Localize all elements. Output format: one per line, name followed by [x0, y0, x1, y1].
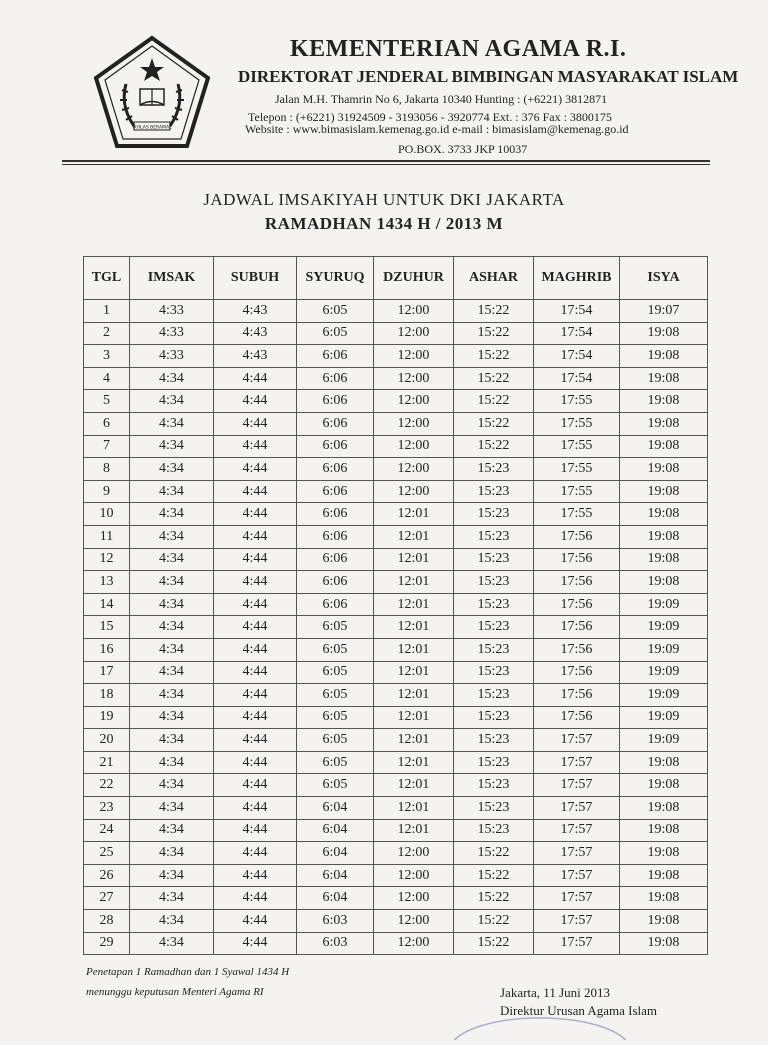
- table-cell-isya: 19:08: [620, 819, 708, 842]
- table-cell-dzuhur: 12:01: [374, 774, 454, 797]
- table-row: [84, 435, 708, 458]
- table-cell-ashar: 15:23: [454, 797, 534, 820]
- table-cell-maghrib: 17:57: [534, 774, 620, 797]
- table-row: [84, 412, 708, 435]
- table-cell-syuruq: 6:04: [297, 819, 374, 842]
- table-cell-isya: 19:07: [620, 300, 708, 323]
- table-cell-dzuhur: 12:00: [374, 458, 454, 481]
- table-cell-ashar: 15:23: [454, 480, 534, 503]
- table-cell-ashar: 15:22: [454, 864, 534, 887]
- table-cell-ashar: 15:23: [454, 503, 534, 526]
- table-cell-subuh: 4:44: [214, 932, 297, 955]
- signer-title: Direktur Urusan Agama Islam: [500, 1003, 658, 1018]
- table-cell-dzuhur: 12:00: [374, 435, 454, 458]
- table-cell-tgl: 20: [84, 729, 130, 752]
- table-cell-dzuhur: 12:00: [374, 322, 454, 345]
- table-cell-imsak: 4:34: [130, 661, 214, 684]
- table-cell-maghrib: 17:56: [534, 571, 620, 594]
- table-cell-dzuhur: 12:01: [374, 638, 454, 661]
- col-dzuhur: DZUHUR: [374, 257, 454, 300]
- table-cell-tgl: 11: [84, 525, 130, 548]
- table-row: [84, 932, 708, 955]
- table-cell-tgl: 14: [84, 593, 130, 616]
- table-cell-ashar: 15:23: [454, 616, 534, 639]
- table-cell-syuruq: 6:06: [297, 458, 374, 481]
- table-cell-ashar: 15:23: [454, 638, 534, 661]
- table-cell-ashar: 15:22: [454, 300, 534, 323]
- table-cell-syuruq: 6:06: [297, 480, 374, 503]
- table-cell-isya: 19:08: [620, 525, 708, 548]
- footer-note-2: menunggu keputusan Menteri Agama RI: [86, 986, 264, 998]
- table-cell-ashar: 15:22: [454, 412, 534, 435]
- table-row: [84, 774, 708, 797]
- table-cell-subuh: 4:44: [214, 774, 297, 797]
- table-row: [84, 842, 708, 865]
- table-row: [84, 322, 708, 345]
- table-cell-syuruq: 6:06: [297, 593, 374, 616]
- table-row: [84, 638, 708, 661]
- col-isya: ISYA: [620, 257, 708, 300]
- table-cell-ashar: 15:22: [454, 910, 534, 933]
- table-cell-ashar: 15:23: [454, 819, 534, 842]
- table-cell-syuruq: 6:04: [297, 797, 374, 820]
- table-row: [84, 593, 708, 616]
- table-cell-tgl: 3: [84, 345, 130, 368]
- table-cell-maghrib: 17:55: [534, 503, 620, 526]
- table-cell-subuh: 4:44: [214, 842, 297, 865]
- table-cell-imsak: 4:34: [130, 435, 214, 458]
- col-maghrib: MAGHRIB: [534, 257, 620, 300]
- col-ashar: ASHAR: [454, 257, 534, 300]
- table-row: [84, 571, 708, 594]
- table-cell-subuh: 4:44: [214, 548, 297, 571]
- table-cell-ashar: 15:23: [454, 729, 534, 752]
- table-cell-subuh: 4:43: [214, 322, 297, 345]
- footer-note-1: Penetapan 1 Ramadhan dan 1 Syawal 1434 H: [86, 966, 290, 978]
- table-cell-dzuhur: 12:00: [374, 367, 454, 390]
- table-cell-maghrib: 17:57: [534, 864, 620, 887]
- table-row: [84, 300, 708, 323]
- table-cell-dzuhur: 12:00: [374, 864, 454, 887]
- table-cell-subuh: 4:44: [214, 458, 297, 481]
- table-cell-imsak: 4:34: [130, 503, 214, 526]
- table-cell-tgl: 5: [84, 390, 130, 413]
- table-cell-subuh: 4:44: [214, 525, 297, 548]
- table-cell-isya: 19:08: [620, 345, 708, 368]
- table-cell-syuruq: 6:06: [297, 412, 374, 435]
- table-cell-tgl: 26: [84, 864, 130, 887]
- table-cell-subuh: 4:44: [214, 910, 297, 933]
- table-cell-dzuhur: 12:01: [374, 684, 454, 707]
- table-cell-tgl: 7: [84, 435, 130, 458]
- table-cell-isya: 19:08: [620, 458, 708, 481]
- table-cell-syuruq: 6:05: [297, 661, 374, 684]
- schedule-subtitle: RAMADHAN 1434 H / 2013 M: [264, 214, 504, 233]
- table-cell-dzuhur: 12:01: [374, 729, 454, 752]
- table-cell-imsak: 4:34: [130, 571, 214, 594]
- table-cell-subuh: 4:44: [214, 503, 297, 526]
- table-cell-syuruq: 6:06: [297, 390, 374, 413]
- table-cell-maghrib: 17:55: [534, 390, 620, 413]
- table-row: [84, 480, 708, 503]
- table-cell-imsak: 4:33: [130, 300, 214, 323]
- table-cell-isya: 19:08: [620, 571, 708, 594]
- header-divider: [62, 160, 710, 162]
- table-cell-maghrib: 17:56: [534, 661, 620, 684]
- table-cell-isya: 19:08: [620, 932, 708, 955]
- table-cell-maghrib: 17:57: [534, 819, 620, 842]
- table-cell-syuruq: 6:06: [297, 503, 374, 526]
- table-cell-imsak: 4:34: [130, 932, 214, 955]
- table-cell-isya: 19:08: [620, 910, 708, 933]
- table-cell-syuruq: 6:06: [297, 525, 374, 548]
- table-cell-dzuhur: 12:01: [374, 819, 454, 842]
- table-cell-syuruq: 6:05: [297, 706, 374, 729]
- table-cell-imsak: 4:34: [130, 525, 214, 548]
- table-cell-dzuhur: 12:01: [374, 661, 454, 684]
- table-row: [84, 706, 708, 729]
- table-row: [84, 729, 708, 752]
- table-cell-imsak: 4:34: [130, 864, 214, 887]
- table-cell-maghrib: 17:57: [534, 887, 620, 910]
- col-subuh: SUBUH: [214, 257, 297, 300]
- table-cell-tgl: 9: [84, 480, 130, 503]
- table-cell-tgl: 18: [84, 684, 130, 707]
- table-cell-ashar: 15:23: [454, 548, 534, 571]
- table-row: [84, 797, 708, 820]
- table-cell-dzuhur: 12:01: [374, 571, 454, 594]
- table-cell-dzuhur: 12:00: [374, 390, 454, 413]
- table-cell-imsak: 4:34: [130, 480, 214, 503]
- table-row: [84, 751, 708, 774]
- table-cell-maghrib: 17:55: [534, 458, 620, 481]
- table-cell-tgl: 29: [84, 932, 130, 955]
- table-cell-maghrib: 17:57: [534, 729, 620, 752]
- table-cell-tgl: 8: [84, 458, 130, 481]
- table-cell-dzuhur: 12:01: [374, 548, 454, 571]
- table-cell-tgl: 17: [84, 661, 130, 684]
- table-cell-tgl: 12: [84, 548, 130, 571]
- table-cell-imsak: 4:34: [130, 797, 214, 820]
- table-cell-ashar: 15:23: [454, 684, 534, 707]
- table-row: [84, 390, 708, 413]
- table-cell-imsak: 4:34: [130, 390, 214, 413]
- table-cell-maghrib: 17:54: [534, 322, 620, 345]
- table-cell-isya: 19:08: [620, 322, 708, 345]
- table-cell-isya: 19:09: [620, 638, 708, 661]
- table-cell-tgl: 19: [84, 706, 130, 729]
- table-cell-dzuhur: 12:00: [374, 887, 454, 910]
- table-cell-isya: 19:08: [620, 367, 708, 390]
- table-cell-isya: 19:08: [620, 480, 708, 503]
- address-line: Jalan M.H. Thamrin No 6, Jakarta 10340 Hunting : (+6221) 3812871: [275, 92, 608, 106]
- table-cell-maghrib: 17:56: [534, 684, 620, 707]
- table-cell-isya: 19:08: [620, 503, 708, 526]
- table-cell-syuruq: 6:06: [297, 367, 374, 390]
- table-cell-tgl: 10: [84, 503, 130, 526]
- table-cell-subuh: 4:44: [214, 367, 297, 390]
- table-cell-imsak: 4:34: [130, 616, 214, 639]
- table-cell-subuh: 4:44: [214, 593, 297, 616]
- table-cell-isya: 19:08: [620, 390, 708, 413]
- table-cell-syuruq: 6:04: [297, 842, 374, 865]
- table-cell-maghrib: 17:57: [534, 751, 620, 774]
- official-stamp: [440, 1010, 640, 1040]
- table-cell-tgl: 15: [84, 616, 130, 639]
- table-cell-ashar: 15:23: [454, 751, 534, 774]
- table-cell-ashar: 15:23: [454, 706, 534, 729]
- table-cell-subuh: 4:44: [214, 751, 297, 774]
- table-cell-syuruq: 6:05: [297, 638, 374, 661]
- col-tgl: TGL: [84, 257, 130, 300]
- table-cell-syuruq: 6:05: [297, 684, 374, 707]
- table-body: [84, 300, 708, 955]
- table-row: [84, 887, 708, 910]
- table-cell-maghrib: 17:55: [534, 480, 620, 503]
- table-cell-subuh: 4:44: [214, 412, 297, 435]
- table-row: [84, 525, 708, 548]
- table-cell-imsak: 4:34: [130, 548, 214, 571]
- table-cell-isya: 19:09: [620, 684, 708, 707]
- table-cell-isya: 19:09: [620, 661, 708, 684]
- table-cell-dzuhur: 12:01: [374, 706, 454, 729]
- table-cell-maghrib: 17:56: [534, 616, 620, 639]
- table-cell-isya: 19:09: [620, 729, 708, 752]
- table-cell-dzuhur: 12:01: [374, 751, 454, 774]
- table-row: [84, 616, 708, 639]
- table-cell-isya: 19:08: [620, 412, 708, 435]
- table-cell-subuh: 4:43: [214, 300, 297, 323]
- imsakiyah-table: [83, 256, 708, 955]
- table-cell-isya: 19:08: [620, 751, 708, 774]
- table-cell-maghrib: 17:57: [534, 932, 620, 955]
- table-cell-imsak: 4:34: [130, 367, 214, 390]
- table-cell-imsak: 4:34: [130, 887, 214, 910]
- table-cell-isya: 19:09: [620, 616, 708, 639]
- table-cell-isya: 19:09: [620, 706, 708, 729]
- table-row: [84, 661, 708, 684]
- table-cell-maghrib: 17:56: [534, 706, 620, 729]
- table-cell-subuh: 4:44: [214, 887, 297, 910]
- table-cell-syuruq: 6:05: [297, 751, 374, 774]
- table-cell-dzuhur: 12:01: [374, 616, 454, 639]
- table-cell-dzuhur: 12:00: [374, 345, 454, 368]
- table-cell-ashar: 15:22: [454, 345, 534, 368]
- header-divider-thin: [62, 164, 710, 165]
- table-cell-maghrib: 17:56: [534, 548, 620, 571]
- table-cell-isya: 19:08: [620, 774, 708, 797]
- col-syuruq: SYURUQ: [297, 257, 374, 300]
- table-cell-imsak: 4:34: [130, 910, 214, 933]
- logo-motto: IKHLAS BERAMAL: [132, 125, 172, 131]
- table-cell-subuh: 4:44: [214, 706, 297, 729]
- table-cell-subuh: 4:43: [214, 345, 297, 368]
- col-imsak: IMSAK: [130, 257, 214, 300]
- table-cell-subuh: 4:44: [214, 616, 297, 639]
- table-cell-subuh: 4:44: [214, 819, 297, 842]
- table-row: [84, 458, 708, 481]
- table-cell-tgl: 21: [84, 751, 130, 774]
- table-cell-subuh: 4:44: [214, 864, 297, 887]
- table-cell-ashar: 15:23: [454, 661, 534, 684]
- table-cell-dzuhur: 12:01: [374, 593, 454, 616]
- website-line: Website : www.bimasislam.kemenag.go.id e-mail : bimasislam@kemenag.go.id: [245, 122, 629, 136]
- table-cell-tgl: 4: [84, 367, 130, 390]
- table-cell-subuh: 4:44: [214, 480, 297, 503]
- table-cell-isya: 19:08: [620, 548, 708, 571]
- table-cell-maghrib: 17:56: [534, 593, 620, 616]
- table-cell-maghrib: 17:56: [534, 638, 620, 661]
- table-cell-syuruq: 6:06: [297, 435, 374, 458]
- table-cell-maghrib: 17:54: [534, 300, 620, 323]
- table-cell-syuruq: 6:03: [297, 932, 374, 955]
- table-cell-imsak: 4:34: [130, 842, 214, 865]
- table-cell-ashar: 15:22: [454, 390, 534, 413]
- table-cell-maghrib: 17:54: [534, 345, 620, 368]
- table-row: [84, 367, 708, 390]
- table-cell-tgl: 6: [84, 412, 130, 435]
- table-cell-imsak: 4:34: [130, 593, 214, 616]
- table-cell-maghrib: 17:55: [534, 435, 620, 458]
- table-cell-isya: 19:08: [620, 887, 708, 910]
- directorate-name: DIREKTORAT JENDERAL BIMBINGAN MASYARAKAT ISLAM: [238, 67, 739, 86]
- table-cell-maghrib: 17:56: [534, 525, 620, 548]
- table-cell-subuh: 4:44: [214, 638, 297, 661]
- table-row: [84, 819, 708, 842]
- table-cell-dzuhur: 12:00: [374, 480, 454, 503]
- table-cell-ashar: 15:23: [454, 571, 534, 594]
- table-cell-dzuhur: 12:01: [374, 503, 454, 526]
- table-cell-syuruq: 6:05: [297, 616, 374, 639]
- table-cell-syuruq: 6:04: [297, 864, 374, 887]
- table-cell-imsak: 4:33: [130, 345, 214, 368]
- table-cell-syuruq: 6:05: [297, 322, 374, 345]
- table-cell-subuh: 4:44: [214, 435, 297, 458]
- table-cell-maghrib: 17:54: [534, 367, 620, 390]
- table-cell-syuruq: 6:05: [297, 729, 374, 752]
- ministry-name: KEMENTERIAN AGAMA R.I.: [290, 36, 627, 62]
- table-row: [84, 864, 708, 887]
- table-cell-isya: 19:08: [620, 864, 708, 887]
- table-cell-ashar: 15:23: [454, 774, 534, 797]
- table-cell-ashar: 15:22: [454, 887, 534, 910]
- schedule-title: JADWAL IMSAKIYAH UNTUK DKI JAKARTA: [203, 190, 565, 209]
- table-cell-tgl: 22: [84, 774, 130, 797]
- phone-line: Telepon : (+6221) 31924509 - 3193056 - 3920774 Ext. : 376 Fax : 3800175: [248, 110, 612, 124]
- table-cell-dzuhur: 12:00: [374, 932, 454, 955]
- table-row: [84, 548, 708, 571]
- table-cell-imsak: 4:34: [130, 819, 214, 842]
- table-cell-ashar: 15:22: [454, 932, 534, 955]
- table-cell-maghrib: 17:57: [534, 842, 620, 865]
- table-cell-syuruq: 6:06: [297, 548, 374, 571]
- table-cell-dzuhur: 12:00: [374, 842, 454, 865]
- table-header-row: [84, 257, 708, 300]
- table-cell-tgl: 27: [84, 887, 130, 910]
- table-cell-tgl: 23: [84, 797, 130, 820]
- table-cell-isya: 19:08: [620, 797, 708, 820]
- table-cell-dzuhur: 12:01: [374, 525, 454, 548]
- table-cell-imsak: 4:33: [130, 322, 214, 345]
- table-cell-imsak: 4:34: [130, 412, 214, 435]
- table-row: [84, 345, 708, 368]
- table-cell-maghrib: 17:55: [534, 412, 620, 435]
- table-cell-isya: 19:08: [620, 435, 708, 458]
- table-cell-subuh: 4:44: [214, 684, 297, 707]
- table-cell-subuh: 4:44: [214, 390, 297, 413]
- table-cell-imsak: 4:34: [130, 684, 214, 707]
- table-cell-ashar: 15:23: [454, 525, 534, 548]
- table-cell-imsak: 4:34: [130, 751, 214, 774]
- table-cell-tgl: 2: [84, 322, 130, 345]
- table-cell-isya: 19:09: [620, 593, 708, 616]
- table-cell-ashar: 15:22: [454, 322, 534, 345]
- table-cell-subuh: 4:44: [214, 571, 297, 594]
- table-cell-dzuhur: 12:00: [374, 910, 454, 933]
- table-cell-tgl: 1: [84, 300, 130, 323]
- table-row: [84, 503, 708, 526]
- table-cell-maghrib: 17:57: [534, 797, 620, 820]
- table-cell-ashar: 15:23: [454, 458, 534, 481]
- table-cell-syuruq: 6:04: [297, 887, 374, 910]
- place-date: Jakarta, 11 Juni 2013: [500, 985, 610, 1000]
- table-cell-dzuhur: 12:01: [374, 797, 454, 820]
- table-cell-syuruq: 6:06: [297, 345, 374, 368]
- table-cell-subuh: 4:44: [214, 797, 297, 820]
- ministry-logo: [92, 34, 212, 152]
- table-cell-isya: 19:08: [620, 842, 708, 865]
- table-row: [84, 684, 708, 707]
- table-cell-subuh: 4:44: [214, 661, 297, 684]
- table-cell-maghrib: 17:57: [534, 910, 620, 933]
- table-cell-tgl: 13: [84, 571, 130, 594]
- table-cell-subuh: 4:44: [214, 729, 297, 752]
- table-cell-dzuhur: 12:00: [374, 412, 454, 435]
- table-row: [84, 910, 708, 933]
- table-cell-imsak: 4:34: [130, 706, 214, 729]
- table-cell-tgl: 16: [84, 638, 130, 661]
- table-cell-imsak: 4:34: [130, 774, 214, 797]
- table-cell-tgl: 24: [84, 819, 130, 842]
- table-cell-ashar: 15:22: [454, 367, 534, 390]
- table-cell-syuruq: 6:05: [297, 300, 374, 323]
- table-cell-ashar: 15:23: [454, 593, 534, 616]
- table-cell-syuruq: 6:06: [297, 571, 374, 594]
- table-cell-imsak: 4:34: [130, 458, 214, 481]
- table-cell-ashar: 15:22: [454, 435, 534, 458]
- table-cell-imsak: 4:34: [130, 729, 214, 752]
- table-cell-dzuhur: 12:00: [374, 300, 454, 323]
- table-cell-syuruq: 6:05: [297, 774, 374, 797]
- table-cell-tgl: 25: [84, 842, 130, 865]
- pobox-line: PO.BOX. 3733 JKP 10037: [398, 142, 528, 156]
- table-cell-ashar: 15:22: [454, 842, 534, 865]
- table-cell-tgl: 28: [84, 910, 130, 933]
- table-cell-syuruq: 6:03: [297, 910, 374, 933]
- table-cell-imsak: 4:34: [130, 638, 214, 661]
